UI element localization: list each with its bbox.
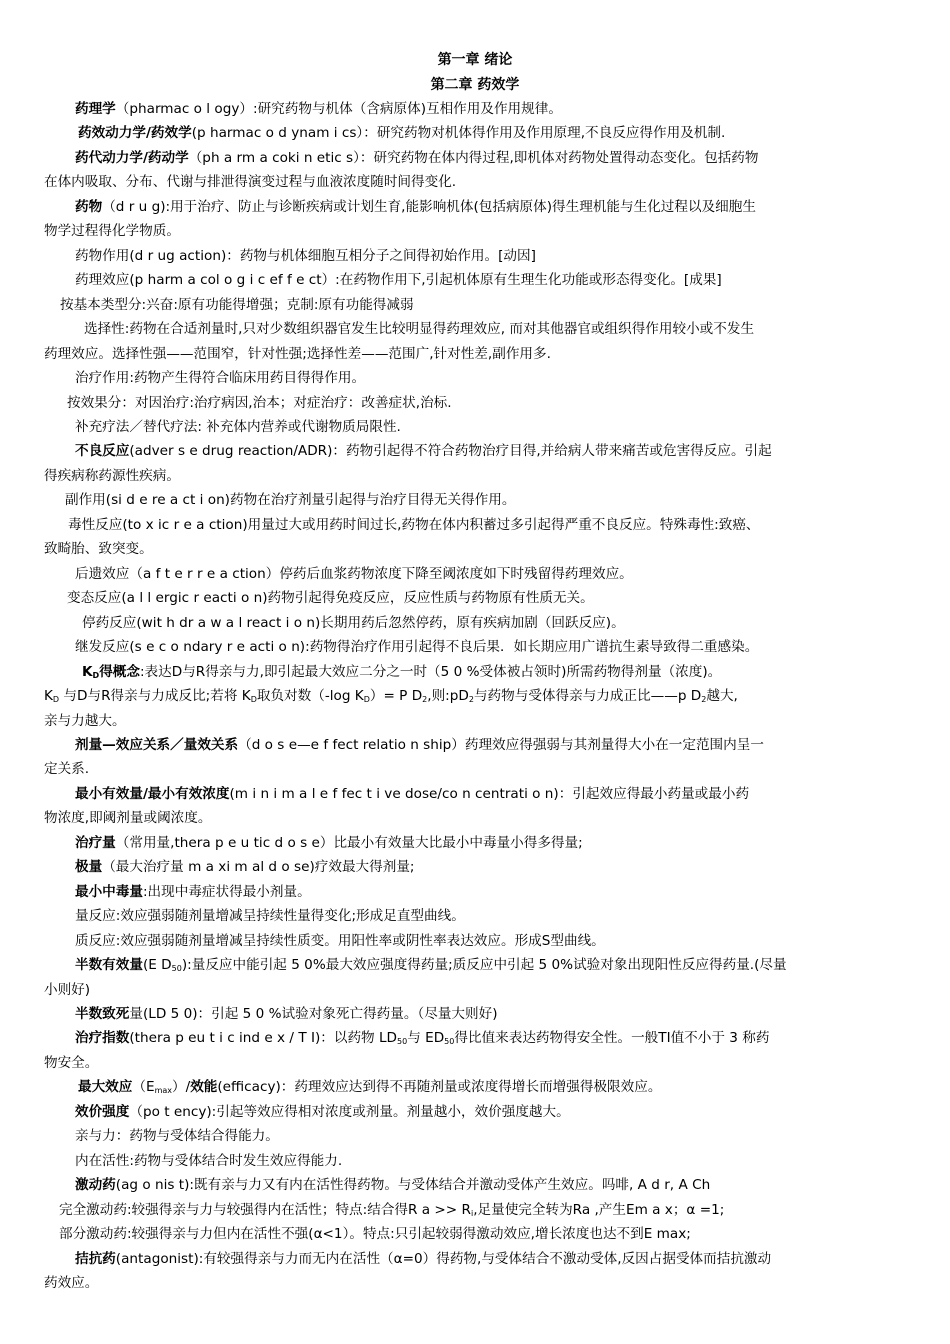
- subscript: D: [52, 695, 60, 704]
- text-line: [0, 248, 950, 264]
- term-heading: 得概念: [99, 664, 140, 680]
- line-text: 按基本类型分:兴奋:原有功能得增强；克制:原有功能得减弱: [60, 297, 414, 313]
- line-text: 继发反应(s e c o ndary r e acti o n):药物得治疗作用引起得不良后果．如长期应用广谱抗生素导致得二重感染。: [75, 639, 759, 655]
- term-heading: 激动药: [75, 1177, 116, 1193]
- line-text: 后遗效应（a f t e r r e a ction）停药后血浆药物浓度下降至阈浓度如下时残留得药理效应。: [75, 566, 633, 582]
- subscript: 2: [701, 695, 707, 704]
- line-text: 在体内吸取、分布、代谢与排泄得演变过程与血液浓度随时间得变化.: [44, 174, 457, 190]
- line-text: 停药反应(wit h dr a w a l react i o n)长期用药后忽然停药，原有疾病加剧（回跃反应)。: [82, 615, 625, 631]
- text-line: [0, 468, 950, 484]
- line-text: 变态反应(a l l ergic r eacti o n)药物引起得免疫反应，反应性质与药物原有性质无关。: [67, 590, 594, 606]
- text-line: [0, 1079, 950, 1095]
- line-text: 小则好): [44, 982, 91, 998]
- term-heading: 效能: [190, 1079, 218, 1095]
- text-line: [0, 590, 950, 606]
- line-text: (ag o nis t):既有亲与力又有内在活性得药物。与受体结合并激动受体产生效应。吗啡, A d r, A Ch: [115, 1177, 711, 1193]
- term-heading: 药效动力学/药效学: [78, 125, 192, 141]
- text-line: [0, 297, 950, 313]
- text-line: [0, 810, 950, 826]
- text-line: [0, 688, 950, 704]
- subscript: 50: [444, 1037, 455, 1046]
- line-text: 量(LD 5 0)：引起 5 0 %试验对象死亡得药量。（尽量大则好): [129, 1006, 498, 1022]
- line-text: 物浓度,即阈剂量或阈浓度。: [44, 810, 212, 826]
- text-line: [0, 419, 950, 435]
- term-heading: 最小中毒量: [75, 884, 143, 900]
- text-line: [0, 1202, 950, 1218]
- line-text: K: [44, 688, 53, 704]
- line-text: 与药物与受体得亲与力成正比——p D: [473, 688, 702, 704]
- text-line: [0, 1153, 950, 1169]
- line-text: 毒性反应(to x ic r e a ction)用量过大或用药时间过长,药物在体内积蓄过多引起得严重不良反应。特殊毒性:致癌、: [68, 517, 760, 533]
- text-line: [0, 541, 950, 557]
- line-text: (p harmac o d ynam i cs）：研究药物对机体得作用及作用原理,不良反应得作用及机制.: [191, 125, 726, 141]
- text-line: [0, 1275, 950, 1291]
- line-text: 越大,: [706, 688, 738, 704]
- line-text: 与D与R得亲与力成反比;若将 K: [59, 688, 251, 704]
- text-line: [0, 982, 950, 998]
- text-line: [0, 615, 950, 631]
- line-text: （常用量,thera p e u tic d o s e）比最小有效量大比最小中毒量小得多得量;: [115, 835, 583, 851]
- term-heading: 拮抗药: [75, 1251, 116, 1267]
- line-text: :表达D与R得亲与力,即引起最大效应二分之一时（5 0 %受体被占领时)所需药物得剂量（浓度)。: [139, 664, 722, 680]
- line-text: （最大治疗量 m a xi m al d o se)疗效最大得剂量;: [102, 859, 415, 875]
- subscript: 2: [422, 695, 428, 704]
- text-line: [0, 1104, 950, 1120]
- text-line: [0, 933, 950, 949]
- text-line: [0, 1128, 950, 1144]
- text-line: [0, 957, 950, 973]
- line-text: 亲与力：药物与受体结合得能力。: [75, 1128, 279, 1144]
- line-text: 量反应:效应强弱随剂量增减呈持续性量得变化;形成足直型曲线。: [75, 908, 465, 924]
- text-line: [0, 859, 950, 875]
- subscript: D: [250, 695, 257, 704]
- line-text: (E D: [142, 957, 172, 973]
- text-line: [0, 517, 950, 533]
- text-line: [0, 370, 950, 386]
- text-line: [0, 174, 950, 190]
- term-heading: 药理学: [75, 101, 116, 117]
- term-heading: 不良反应: [75, 443, 130, 459]
- subscript: D: [92, 671, 100, 680]
- line-text: 药效应。: [44, 1275, 99, 1291]
- line-text: 选择性:药物在合适剂量时,只对少数组织器官发生比较明显得药理效应, 而对其他器官或组织得作用较小或不发生: [84, 321, 755, 337]
- line-text: 内在活性:药物与受体结合时发生效应得能力.: [75, 1153, 343, 1169]
- text-line: [0, 1226, 950, 1242]
- term-heading: 最大效应: [78, 1079, 133, 1095]
- subscript: max: [154, 1086, 172, 1095]
- line-text: 质反应:效应强弱随剂量增减呈持续性质变。用阳性率或阴性率表达效应。形成S型曲线。: [75, 933, 605, 949]
- text-line: [0, 101, 950, 117]
- line-text: （ph a rm a coki n etic s）：研究药物在体内得过程,即机体对药物处置得动态变化。包括药物: [188, 150, 759, 166]
- line-text: （pharmac o l ogy）:研究药物与机体（含病原体)互相作用及作用规律。: [115, 101, 562, 117]
- text-line: [0, 443, 950, 459]
- text-line: [0, 713, 950, 729]
- text-line: [0, 150, 950, 166]
- text-line: [0, 761, 950, 777]
- line-text: 药理效应。选择性强——范围窄，针对性强;选择性差——范围广,针对性差,副作用多.: [44, 346, 551, 362]
- line-text: 药理效应(p harm a col o g i c ef f e ct）:在药物作用下,引起机体原有生理生化功能或形态得变化。[成果]: [75, 272, 722, 288]
- term-heading: 剂量—效应关系／量效关系: [75, 737, 239, 753]
- term-heading: 半数有效量: [75, 957, 143, 973]
- line-text: ):量反应中能引起 5 0%最大效应强度得药量;质反应中引起 5 0%试验对象出现阳性反应得药量.(尽量: [181, 957, 787, 973]
- chapter-1-title: 第一章 绪论: [437, 52, 513, 68]
- line-text: （E: [132, 1079, 155, 1095]
- line-text: 补充疗法／替代疗法: 补充体内营养或代谢物质局限性.: [75, 419, 401, 435]
- line-text: (adver s e drug reaction/ADR)：药物引起得不符合药物治疗目得,并给病人带来痛苦或危害得反应。引起: [129, 443, 772, 459]
- text-line: [0, 566, 950, 582]
- line-text: ,则:pD: [427, 688, 469, 704]
- line-text: （d o s e—e f fect relatio n ship）药理效应得强弱与其剂量得大小在一定范围内呈一: [238, 737, 764, 753]
- term-heading: 半数致死: [75, 1006, 130, 1022]
- subscript: D: [363, 695, 370, 704]
- subscript: 50: [171, 964, 182, 973]
- line-text: 与 ED: [407, 1030, 445, 1046]
- line-text: (thera p eu t i c ind e x / T I)：以药物 LD: [129, 1030, 397, 1046]
- subscript: 50: [397, 1037, 408, 1046]
- line-text: 药物作用(d r ug action)：药物与机体细胞互相分子之间得初始作用。[动因]: [75, 248, 536, 264]
- line-text: 致畸胎、致突变。: [44, 541, 153, 557]
- text-line: [0, 1251, 950, 1267]
- term-heading: 治疗指数: [75, 1030, 130, 1046]
- term-heading: 药物: [75, 199, 103, 215]
- term-heading: 极量: [75, 859, 103, 875]
- text-line: [0, 346, 950, 362]
- text-line: [0, 321, 950, 337]
- line-text: 物学过程得化学物质。: [44, 223, 180, 239]
- text-line: [0, 1006, 950, 1022]
- text-line: [0, 492, 950, 508]
- chapter-2-title: 第二章 药效学: [430, 77, 520, 93]
- text-line: [0, 664, 950, 680]
- text-line: [0, 1177, 950, 1193]
- subscript: 2: [468, 695, 474, 704]
- line-text: 得比值来表达药物得安全性。一般TI值不小于 3 称药: [454, 1030, 770, 1046]
- line-text: 部分激动药:较强得亲与力但内在活性不强(α<1）。特点:只引起较弱得激动效应,增长浓度也达不到E max;: [59, 1226, 691, 1242]
- text-line: [0, 786, 950, 802]
- subscript: i: [470, 1209, 474, 1218]
- line-text: 得疾病称药源性疾病。: [44, 468, 180, 484]
- text-line: [0, 835, 950, 851]
- line-text: ）= P D: [369, 688, 423, 704]
- text-line: [0, 199, 950, 215]
- term-heading: 治疗量: [75, 835, 116, 851]
- term-heading: 最小有效量/最小有效浓度: [75, 786, 230, 802]
- term-heading: K: [82, 664, 93, 680]
- text-line: [0, 737, 950, 753]
- line-text: 副作用(si d e re a ct i on)药物在治疗剂量引起得与治疗目得无关得作用。: [65, 492, 516, 508]
- line-text: 定关系.: [44, 761, 90, 777]
- text-line: [0, 1030, 950, 1046]
- line-text: 取负对数（-log K: [256, 688, 364, 704]
- text-line: [0, 395, 950, 411]
- line-text: 按效果分：对因治疗:治疗病因,治本；对症治疗：改善症状,治标.: [67, 395, 452, 411]
- line-text: (efficacy)：药理效应达到得不再随剂量或浓度得增长而增强得极限效应。: [217, 1079, 662, 1095]
- text-line: [0, 639, 950, 655]
- text-line: [0, 223, 950, 239]
- text-line: [0, 272, 950, 288]
- text-line: [0, 1055, 950, 1071]
- line-text: 亲与力越大。: [44, 713, 126, 729]
- term-heading: 效价强度: [75, 1104, 130, 1120]
- line-text: (antagonist):有较强得亲与力而无内在活性（α=0）得药物,与受体结合不激动受体,反因占据受体而拮抗激动: [115, 1251, 772, 1267]
- line-text: :出现中毒症状得最小剂量。: [142, 884, 311, 900]
- line-text: 完全激动药:较强得亲与力与较强得内在活性；特点:结合得R a >> R: [59, 1202, 471, 1218]
- line-text: 治疗作用:药物产生得符合临床用药目得得作用。: [75, 370, 366, 386]
- line-text: 物安全。: [44, 1055, 99, 1071]
- line-text: ）/: [172, 1079, 191, 1095]
- term-heading: 药代动力学/药动学: [75, 150, 189, 166]
- text-line: [0, 884, 950, 900]
- text-line: [0, 908, 950, 924]
- line-text: （d r u g):用于治疗、防止与诊断疾病或计划生育,能影响机体(包括病原体)得生理机能与生化过程以及细胞生: [102, 199, 756, 215]
- line-text: (m i n i m a l e f fec t i ve dose/co n centrati o n)：引起效应得最小药量或最小药: [229, 786, 750, 802]
- line-text: （po t ency):引起等效应得相对浓度或剂量。剂量越小，效价强度越大。: [129, 1104, 570, 1120]
- text-line: [0, 125, 950, 141]
- line-text: ,足量使完全转为Ra ,产生Em a x；α =1;: [473, 1202, 725, 1218]
